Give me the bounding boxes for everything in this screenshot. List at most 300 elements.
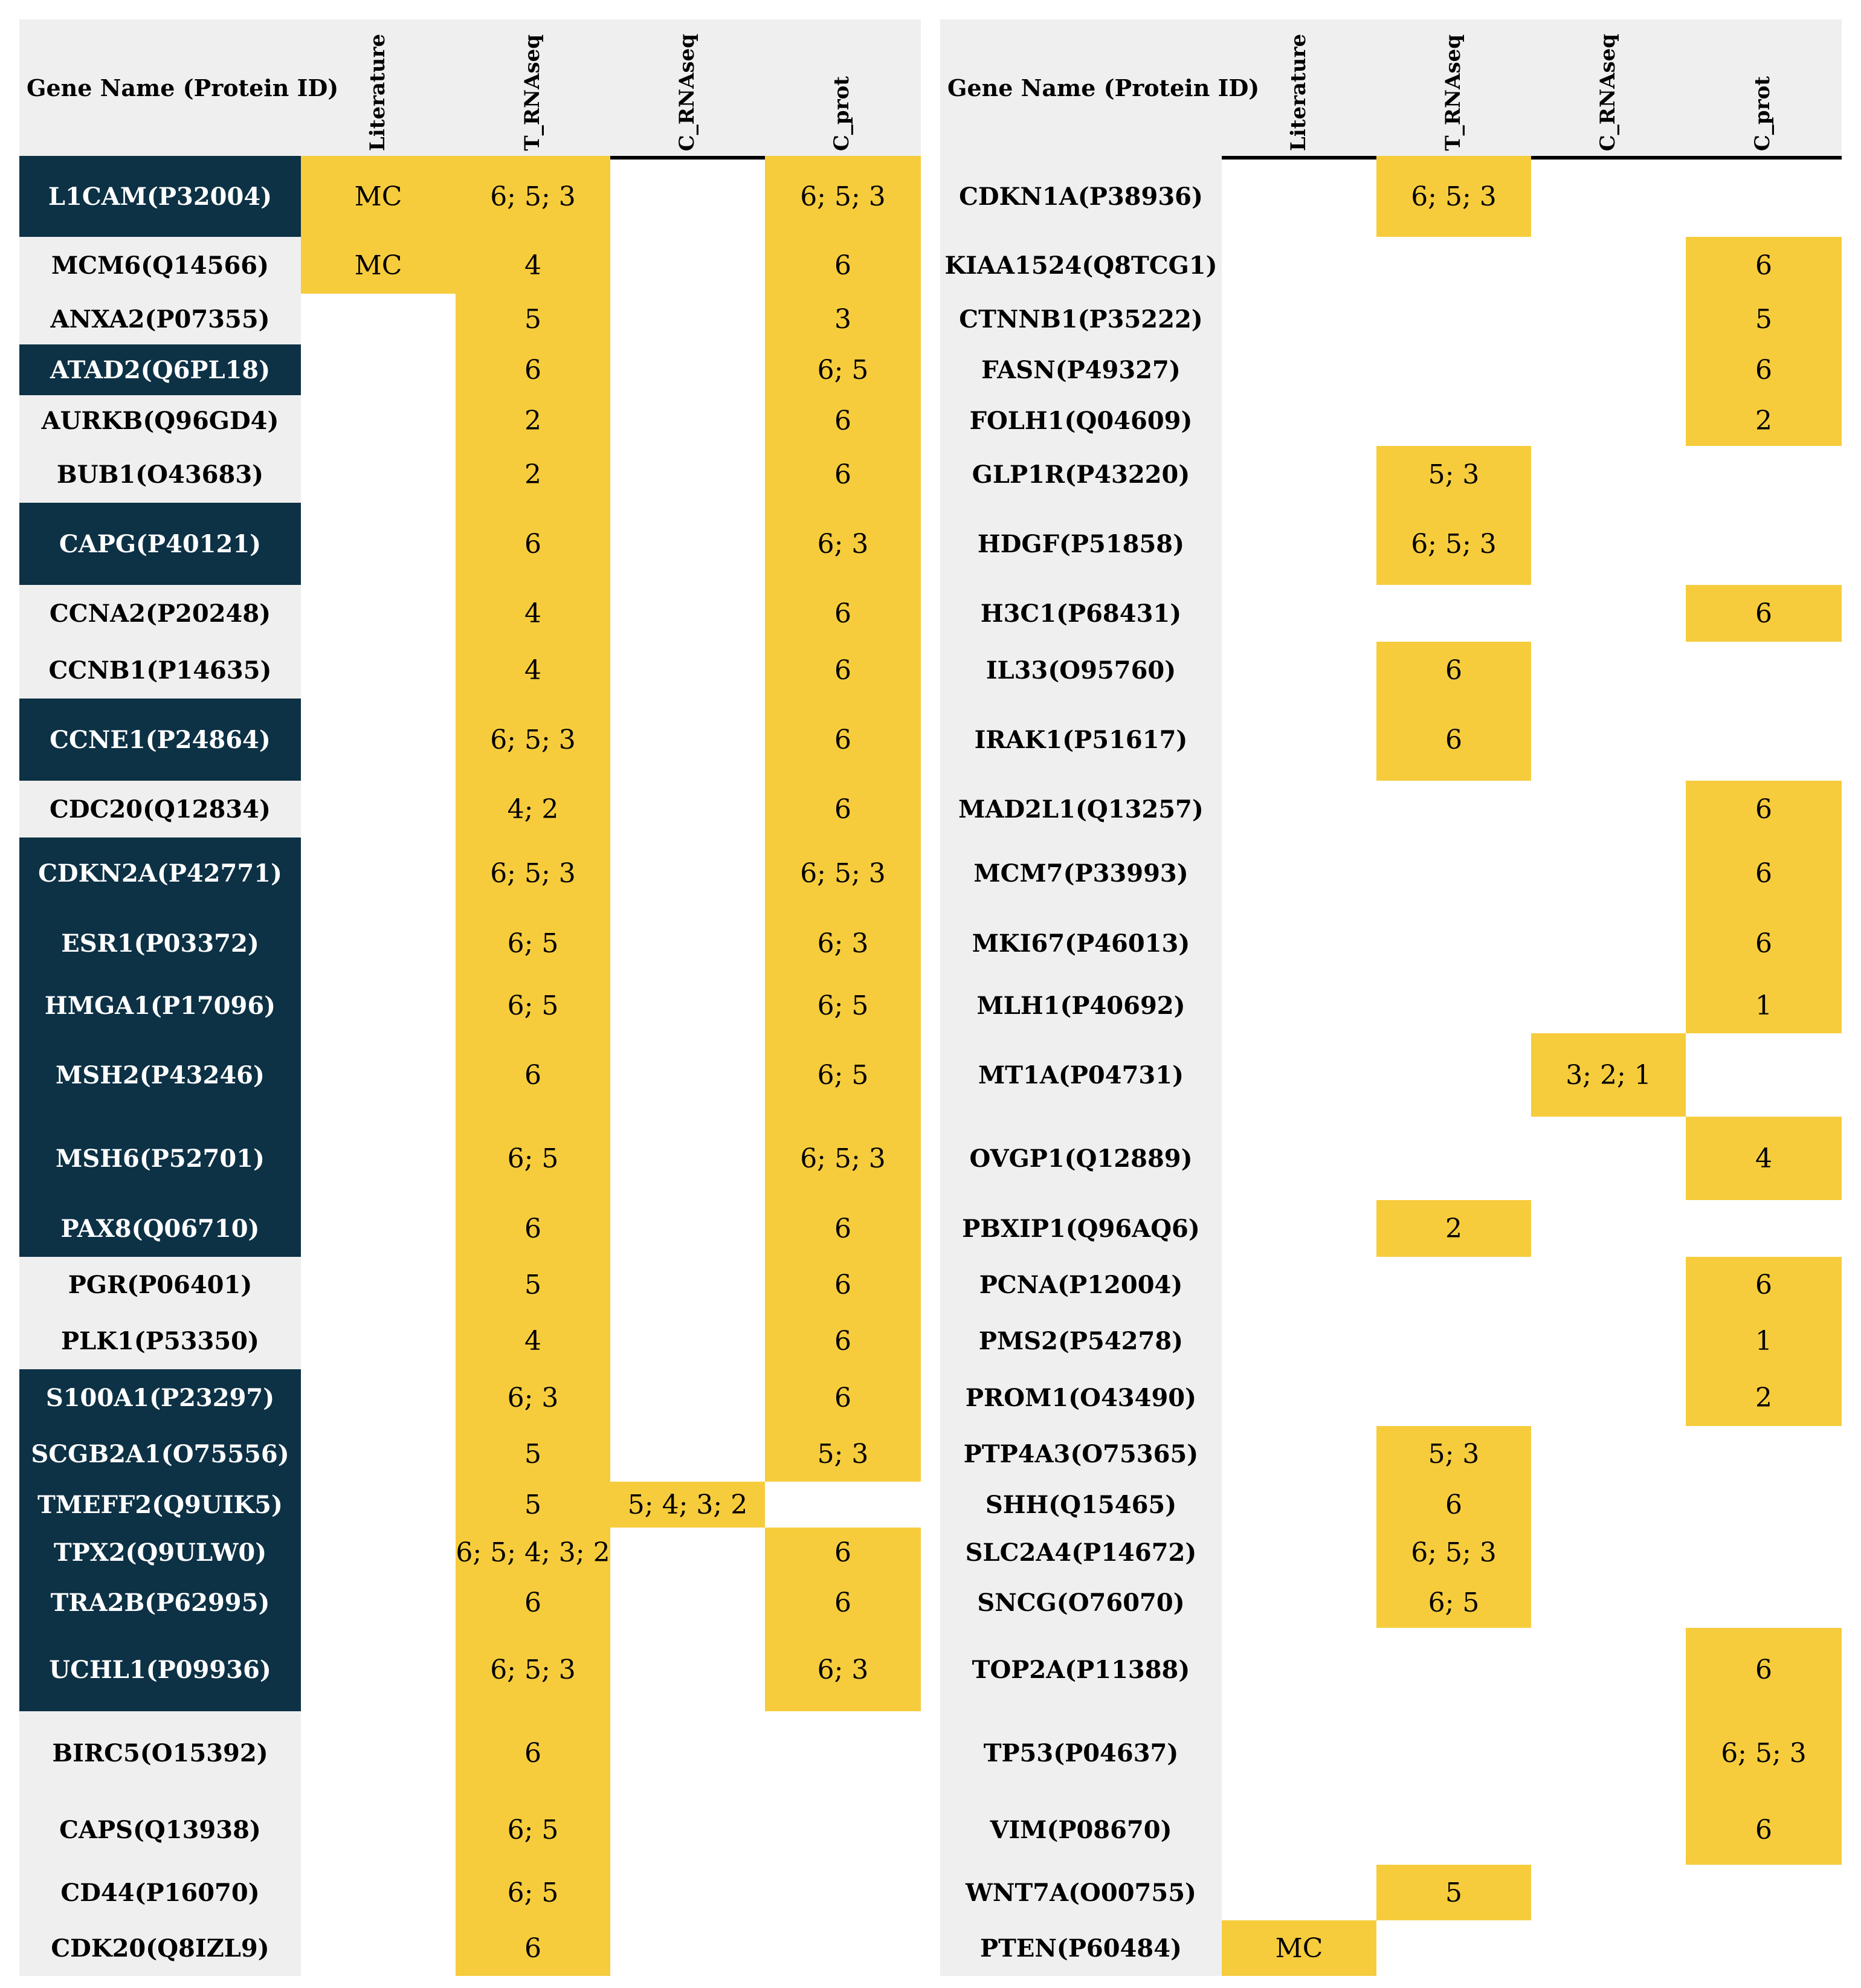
gene-name-cell: PTEN(P60484) (940, 1920, 1222, 1976)
literature-cell (301, 978, 456, 1033)
c-prot-cell: 6; 5; 3 (765, 156, 921, 237)
t-rnaseq-cell: 6; 5; 3 (456, 699, 610, 781)
t-rnaseq-cell: 4; 2 (456, 781, 610, 837)
c-rnaseq-cell (1531, 503, 1686, 585)
c-rnaseq-cell (1531, 1117, 1686, 1200)
literature-cell (301, 1033, 456, 1117)
table-row (19, 1528, 921, 1577)
table-row (19, 978, 921, 1033)
t-rnaseq-cell: 6 (1376, 699, 1531, 781)
gene-name-cell: SNCG(O76070) (940, 1577, 1222, 1628)
c-rnaseq-cell: 5; 4; 3; 2 (610, 1482, 765, 1528)
t-rnaseq-cell (1376, 978, 1531, 1033)
c-rnaseq-cell (610, 503, 765, 585)
gene-name-cell: CDKN2A(P42771) (19, 837, 301, 909)
gene-name-cell: IRAK1(P51617) (940, 699, 1222, 781)
c-prot-cell: 1 (1686, 1312, 1842, 1369)
literature-cell (301, 837, 456, 909)
c-prot-cell: 6 (765, 395, 921, 446)
c-rnaseq-cell (1531, 1528, 1686, 1577)
gene-name-cell: MT1A(P04731) (940, 1033, 1222, 1117)
t-rnaseq-cell: 6 (456, 1200, 610, 1257)
t-rnaseq-cell: 6; 5 (456, 1865, 610, 1920)
c-rnaseq-cell (610, 781, 765, 837)
literature-cell (1222, 1117, 1376, 1200)
gene-name-cell: BIRC5(O15392) (19, 1711, 301, 1795)
c-rnaseq-cell (610, 909, 765, 978)
c-prot-cell: 6 (1686, 585, 1842, 642)
c-rnaseq-cell (1531, 1426, 1686, 1482)
gene-name-cell: HMGA1(P17096) (19, 978, 301, 1033)
header-gene-name: Gene Name (Protein ID) (947, 74, 1260, 102)
header-t-rnaseq: T_RNAseq (520, 34, 544, 151)
table-row (19, 781, 921, 837)
gene-name-cell: L1CAM(P32004) (19, 156, 301, 237)
literature-cell (1222, 1577, 1376, 1628)
c-prot-cell: 6; 5; 3 (765, 837, 921, 909)
gene-name-cell: MAD2L1(Q13257) (940, 781, 1222, 837)
t-rnaseq-cell: 6; 5; 3 (1376, 503, 1531, 585)
table-row (19, 1795, 921, 1865)
literature-cell (1222, 1795, 1376, 1865)
c-rnaseq-cell (1531, 781, 1686, 837)
literature-cell (1222, 642, 1376, 699)
c-rnaseq-cell (1531, 395, 1686, 446)
header-t-rnaseq: T_RNAseq (1441, 34, 1465, 151)
c-rnaseq-cell (610, 1117, 765, 1200)
c-rnaseq-cell (610, 1795, 765, 1865)
c-rnaseq-cell (1531, 1795, 1686, 1865)
gene-name-cell: CCNA2(P20248) (19, 585, 301, 642)
c-rnaseq-cell (1531, 156, 1686, 237)
c-rnaseq-cell (1531, 978, 1686, 1033)
gene-name-cell: TMEFF2(Q9UIK5) (19, 1482, 301, 1528)
header-c-prot: C_prot (1750, 76, 1775, 151)
table-row (940, 1795, 1842, 1865)
c-prot-cell: 6; 3 (765, 909, 921, 978)
literature-cell (1222, 1711, 1376, 1795)
t-rnaseq-cell: 6; 5 (456, 1795, 610, 1865)
c-prot-cell: 6 (765, 781, 921, 837)
literature-cell (1222, 156, 1376, 237)
gene-name-cell: MSH6(P52701) (19, 1117, 301, 1200)
c-prot-cell: 6 (765, 1369, 921, 1426)
table-row (19, 909, 921, 978)
t-rnaseq-cell: 6; 5 (1376, 1577, 1531, 1628)
gene-name-cell: MCM6(Q14566) (19, 237, 301, 294)
literature-cell (1222, 1628, 1376, 1711)
t-rnaseq-cell: 6; 5 (456, 909, 610, 978)
c-prot-cell (765, 1795, 921, 1865)
t-rnaseq-cell (1376, 344, 1531, 395)
literature-cell (1222, 237, 1376, 294)
c-prot-cell: 6 (765, 1257, 921, 1312)
c-prot-cell: 6 (765, 237, 921, 294)
header-c-rnaseq: C_RNAseq (1596, 33, 1620, 151)
table-row (19, 237, 921, 294)
t-rnaseq-cell: 6; 5; 3 (456, 837, 610, 909)
t-rnaseq-cell: 4 (456, 1312, 610, 1369)
table-row (19, 1865, 921, 1920)
t-rnaseq-cell: 2 (456, 446, 610, 503)
c-prot-cell: 3 (765, 294, 921, 344)
table-row (19, 395, 921, 446)
c-prot-cell: 6; 5; 3 (765, 1117, 921, 1200)
literature-cell (1222, 1369, 1376, 1426)
table-row (19, 446, 921, 503)
table-row (940, 1865, 1842, 1920)
c-rnaseq-cell (610, 1577, 765, 1628)
t-rnaseq-cell (1376, 395, 1531, 446)
table-row (940, 1033, 1842, 1117)
table-row (19, 1369, 921, 1426)
table-row (940, 1200, 1842, 1257)
gene-name-cell: SCGB2A1(O75556) (19, 1426, 301, 1482)
literature-cell (301, 1200, 456, 1257)
gene-name-cell: PTP4A3(O75365) (940, 1426, 1222, 1482)
c-rnaseq-cell (1531, 446, 1686, 503)
table-row (940, 1628, 1842, 1711)
literature-cell (1222, 1482, 1376, 1528)
c-rnaseq-cell (610, 1528, 765, 1577)
literature-cell (1222, 837, 1376, 909)
c-rnaseq-cell (610, 237, 765, 294)
table-row (940, 1312, 1842, 1369)
c-rnaseq-cell (1531, 1312, 1686, 1369)
table-row (940, 1577, 1842, 1628)
table-row (19, 585, 921, 642)
literature-cell (301, 1426, 456, 1482)
literature-cell (1222, 503, 1376, 585)
literature-cell (1222, 781, 1376, 837)
c-rnaseq-cell (610, 699, 765, 781)
literature-cell (301, 699, 456, 781)
c-rnaseq-cell (1531, 1257, 1686, 1312)
table-row (940, 1117, 1842, 1200)
gene-name-cell: VIM(P08670) (940, 1795, 1222, 1865)
gene-name-cell: KIAA1524(Q8TCG1) (940, 237, 1222, 294)
gene-name-cell: TOP2A(P11388) (940, 1628, 1222, 1711)
t-rnaseq-cell (1376, 1920, 1531, 1976)
gene-name-cell: ESR1(P03372) (19, 909, 301, 978)
table-row (19, 1482, 921, 1528)
t-rnaseq-cell: 6 (1376, 642, 1531, 699)
c-rnaseq-cell (610, 1033, 765, 1117)
literature-cell (1222, 294, 1376, 344)
t-rnaseq-cell: 6; 5 (456, 978, 610, 1033)
gene-name-cell: PROM1(O43490) (940, 1369, 1222, 1426)
c-rnaseq-cell (610, 1711, 765, 1795)
c-rnaseq-cell (1531, 1577, 1686, 1628)
table-row (940, 395, 1842, 446)
table-row (19, 1257, 921, 1312)
c-prot-cell: 4 (1686, 1117, 1842, 1200)
table-row (19, 1200, 921, 1257)
gene-name-cell: PCNA(P12004) (940, 1257, 1222, 1312)
header-literature: Literature (1286, 33, 1311, 151)
literature-cell (1222, 1312, 1376, 1369)
gene-name-cell: PBXIP1(Q96AQ6) (940, 1200, 1222, 1257)
c-rnaseq-cell (1531, 837, 1686, 909)
gene-name-cell: MKI67(P46013) (940, 909, 1222, 978)
gene-name-cell: CCNB1(P14635) (19, 642, 301, 699)
table-row (940, 642, 1842, 699)
table-row (940, 156, 1842, 237)
literature-cell (301, 1482, 456, 1528)
gene-name-cell: TPX2(Q9ULW0) (19, 1528, 301, 1577)
table-row (940, 837, 1842, 909)
table-row (940, 237, 1842, 294)
gene-name-cell: CCNE1(P24864) (19, 699, 301, 781)
c-prot-cell: 2 (1686, 395, 1842, 446)
c-prot-cell: 6 (1686, 781, 1842, 837)
t-rnaseq-cell: 6; 5; 4; 3; 2 (456, 1528, 610, 1577)
c-prot-cell (1686, 1033, 1842, 1117)
t-rnaseq-cell: 5 (456, 1426, 610, 1482)
table-row (940, 503, 1842, 585)
c-prot-cell: 6 (1686, 909, 1842, 978)
literature-cell (1222, 1257, 1376, 1312)
c-rnaseq-cell (1531, 1369, 1686, 1426)
literature-cell (301, 1711, 456, 1795)
t-rnaseq-cell: 5 (456, 1257, 610, 1312)
header-c-rnaseq: C_RNAseq (675, 33, 699, 151)
c-rnaseq-cell (610, 395, 765, 446)
gene-name-cell: CAPS(Q13938) (19, 1795, 301, 1865)
t-rnaseq-cell: 6 (456, 1033, 610, 1117)
table-row (940, 294, 1842, 344)
c-prot-cell: 6; 5; 3 (1686, 1711, 1842, 1795)
c-rnaseq-cell (1531, 1482, 1686, 1528)
c-rnaseq-cell (610, 837, 765, 909)
c-prot-cell (765, 1711, 921, 1795)
c-prot-cell (765, 1920, 921, 1976)
table-row (940, 1426, 1842, 1482)
gene-name-cell: H3C1(P68431) (940, 585, 1222, 642)
c-prot-cell (1686, 1426, 1842, 1482)
table-row (940, 781, 1842, 837)
gene-name-cell: CTNNB1(P35222) (940, 294, 1222, 344)
gene-name-cell: WNT7A(O00755) (940, 1865, 1222, 1920)
literature-cell (301, 1528, 456, 1577)
c-prot-cell: 6 (1686, 344, 1842, 395)
c-rnaseq-cell (1531, 1200, 1686, 1257)
t-rnaseq-cell: 6; 5; 3 (456, 156, 610, 237)
literature-cell (301, 1920, 456, 1976)
literature-cell (301, 1865, 456, 1920)
c-rnaseq-cell: 3; 2; 1 (1531, 1033, 1686, 1117)
gene-name-cell: MLH1(P40692) (940, 978, 1222, 1033)
c-rnaseq-cell (1531, 294, 1686, 344)
c-rnaseq-cell (1531, 1628, 1686, 1711)
literature-cell (301, 446, 456, 503)
c-prot-cell (1686, 642, 1842, 699)
header-gene-name: Gene Name (Protein ID) (27, 74, 339, 102)
c-rnaseq-cell (610, 1920, 765, 1976)
c-prot-cell: 6 (765, 1528, 921, 1577)
t-rnaseq-cell: 2 (1376, 1200, 1531, 1257)
table-row (19, 699, 921, 781)
literature-cell: MC (301, 156, 456, 237)
c-prot-cell: 5 (1686, 294, 1842, 344)
t-rnaseq-cell: 5 (456, 1482, 610, 1528)
literature-cell (1222, 395, 1376, 446)
c-prot-cell: 1 (1686, 978, 1842, 1033)
literature-cell (301, 503, 456, 585)
t-rnaseq-cell (1376, 1033, 1531, 1117)
c-rnaseq-cell (610, 585, 765, 642)
t-rnaseq-cell (1376, 909, 1531, 978)
c-prot-cell (1686, 1865, 1842, 1920)
c-rnaseq-cell (1531, 237, 1686, 294)
table-row (940, 1711, 1842, 1795)
t-rnaseq-cell: 4 (456, 237, 610, 294)
c-rnaseq-cell (610, 1312, 765, 1369)
t-rnaseq-cell (1376, 1312, 1531, 1369)
table-row (19, 1711, 921, 1795)
gene-name-cell: TRA2B(P62995) (19, 1577, 301, 1628)
c-prot-cell: 6 (765, 699, 921, 781)
table-row (19, 1117, 921, 1200)
c-rnaseq-cell (1531, 909, 1686, 978)
literature-cell (301, 344, 456, 395)
c-prot-cell: 6 (765, 446, 921, 503)
t-rnaseq-cell: 6; 5 (456, 1117, 610, 1200)
table-row (940, 344, 1842, 395)
t-rnaseq-cell (1376, 837, 1531, 909)
gene-name-cell: AURKB(Q96GD4) (19, 395, 301, 446)
c-prot-cell (765, 1482, 921, 1528)
t-rnaseq-cell: 5; 3 (1376, 446, 1531, 503)
literature-cell (1222, 699, 1376, 781)
c-rnaseq-cell (610, 1200, 765, 1257)
t-rnaseq-cell: 5 (1376, 1865, 1531, 1920)
literature-cell (1222, 978, 1376, 1033)
t-rnaseq-cell (1376, 585, 1531, 642)
t-rnaseq-cell: 6; 3 (456, 1369, 610, 1426)
c-rnaseq-cell (1531, 344, 1686, 395)
gene-name-cell: TP53(P04637) (940, 1711, 1222, 1795)
table-row (940, 699, 1842, 781)
c-rnaseq-cell (1531, 585, 1686, 642)
t-rnaseq-cell: 6 (456, 1920, 610, 1976)
gene-name-cell: UCHL1(P09936) (19, 1628, 301, 1711)
literature-cell (301, 294, 456, 344)
t-rnaseq-cell: 6 (456, 1577, 610, 1628)
literature-cell (301, 1577, 456, 1628)
t-rnaseq-cell: 5 (456, 294, 610, 344)
literature-cell (1222, 585, 1376, 642)
c-rnaseq-cell (610, 344, 765, 395)
t-rnaseq-cell: 4 (456, 585, 610, 642)
gene-name-cell: HDGF(P51858) (940, 503, 1222, 585)
t-rnaseq-cell (1376, 1257, 1531, 1312)
t-rnaseq-cell (1376, 294, 1531, 344)
gene-name-cell: BUB1(O43683) (19, 446, 301, 503)
gene-name-cell: PAX8(Q06710) (19, 1200, 301, 1257)
literature-cell (1222, 1426, 1376, 1482)
c-prot-cell (1686, 1200, 1842, 1257)
c-prot-cell (1686, 1577, 1842, 1628)
c-prot-cell: 6 (1686, 1628, 1842, 1711)
table-row (940, 909, 1842, 978)
gene-name-cell: CAPG(P40121) (19, 503, 301, 585)
table-row (940, 978, 1842, 1033)
literature-cell (1222, 1865, 1376, 1920)
t-rnaseq-cell (1376, 1795, 1531, 1865)
gene-name-cell: GLP1R(P43220) (940, 446, 1222, 503)
gene-name-cell: SHH(Q15465) (940, 1482, 1222, 1528)
c-prot-cell: 6; 3 (765, 503, 921, 585)
literature-cell (1222, 1528, 1376, 1577)
c-prot-cell: 2 (1686, 1369, 1842, 1426)
c-rnaseq-cell (610, 1628, 765, 1711)
c-rnaseq-cell (1531, 699, 1686, 781)
literature-cell (301, 1312, 456, 1369)
gene-name-cell: SLC2A4(P14672) (940, 1528, 1222, 1577)
gene-name-cell: PLK1(P53350) (19, 1312, 301, 1369)
c-prot-cell (1686, 699, 1842, 781)
c-prot-cell: 5; 3 (765, 1426, 921, 1482)
literature-cell (301, 1628, 456, 1711)
literature-cell (1222, 446, 1376, 503)
literature-cell (1222, 344, 1376, 395)
literature-cell (301, 395, 456, 446)
t-rnaseq-cell (1376, 1628, 1531, 1711)
c-rnaseq-cell (610, 1369, 765, 1426)
c-prot-cell (1686, 503, 1842, 585)
c-rnaseq-cell (610, 294, 765, 344)
c-rnaseq-cell (1531, 1711, 1686, 1795)
t-rnaseq-cell (1376, 237, 1531, 294)
gene-name-cell: FASN(P49327) (940, 344, 1222, 395)
c-prot-cell (765, 1865, 921, 1920)
c-prot-cell: 6 (765, 1200, 921, 1257)
c-prot-cell: 6; 5 (765, 1033, 921, 1117)
literature-cell (301, 1117, 456, 1200)
literature-cell (1222, 909, 1376, 978)
table-row (19, 1312, 921, 1369)
gene-name-cell: OVGP1(Q12889) (940, 1117, 1222, 1200)
t-rnaseq-cell: 6 (456, 503, 610, 585)
gene-name-cell: MCM7(P33993) (940, 837, 1222, 909)
c-prot-cell (1686, 156, 1842, 237)
literature-cell (301, 781, 456, 837)
t-rnaseq-cell: 6; 5; 3 (1376, 1528, 1531, 1577)
table-row (940, 1482, 1842, 1528)
c-prot-cell: 6 (765, 642, 921, 699)
gene-name-cell: CD44(P16070) (19, 1865, 301, 1920)
t-rnaseq-cell (1376, 1369, 1531, 1426)
literature-cell: MC (301, 237, 456, 294)
table-row (19, 344, 921, 395)
table-row (19, 1628, 921, 1711)
table-row (19, 1033, 921, 1117)
table-row (19, 1920, 921, 1976)
header-c-prot: C_prot (830, 76, 854, 151)
gene-name-cell: FOLH1(Q04609) (940, 395, 1222, 446)
literature-cell (1222, 1033, 1376, 1117)
c-prot-cell: 6 (1686, 1795, 1842, 1865)
table-row (940, 1369, 1842, 1426)
table-row (940, 1920, 1842, 1976)
header-literature: Literature (366, 33, 390, 151)
t-rnaseq-cell (1376, 1117, 1531, 1200)
table-row (940, 585, 1842, 642)
gene-name-cell: IL33(O95760) (940, 642, 1222, 699)
gene-name-cell: MSH2(P43246) (19, 1033, 301, 1117)
literature-cell (301, 1795, 456, 1865)
